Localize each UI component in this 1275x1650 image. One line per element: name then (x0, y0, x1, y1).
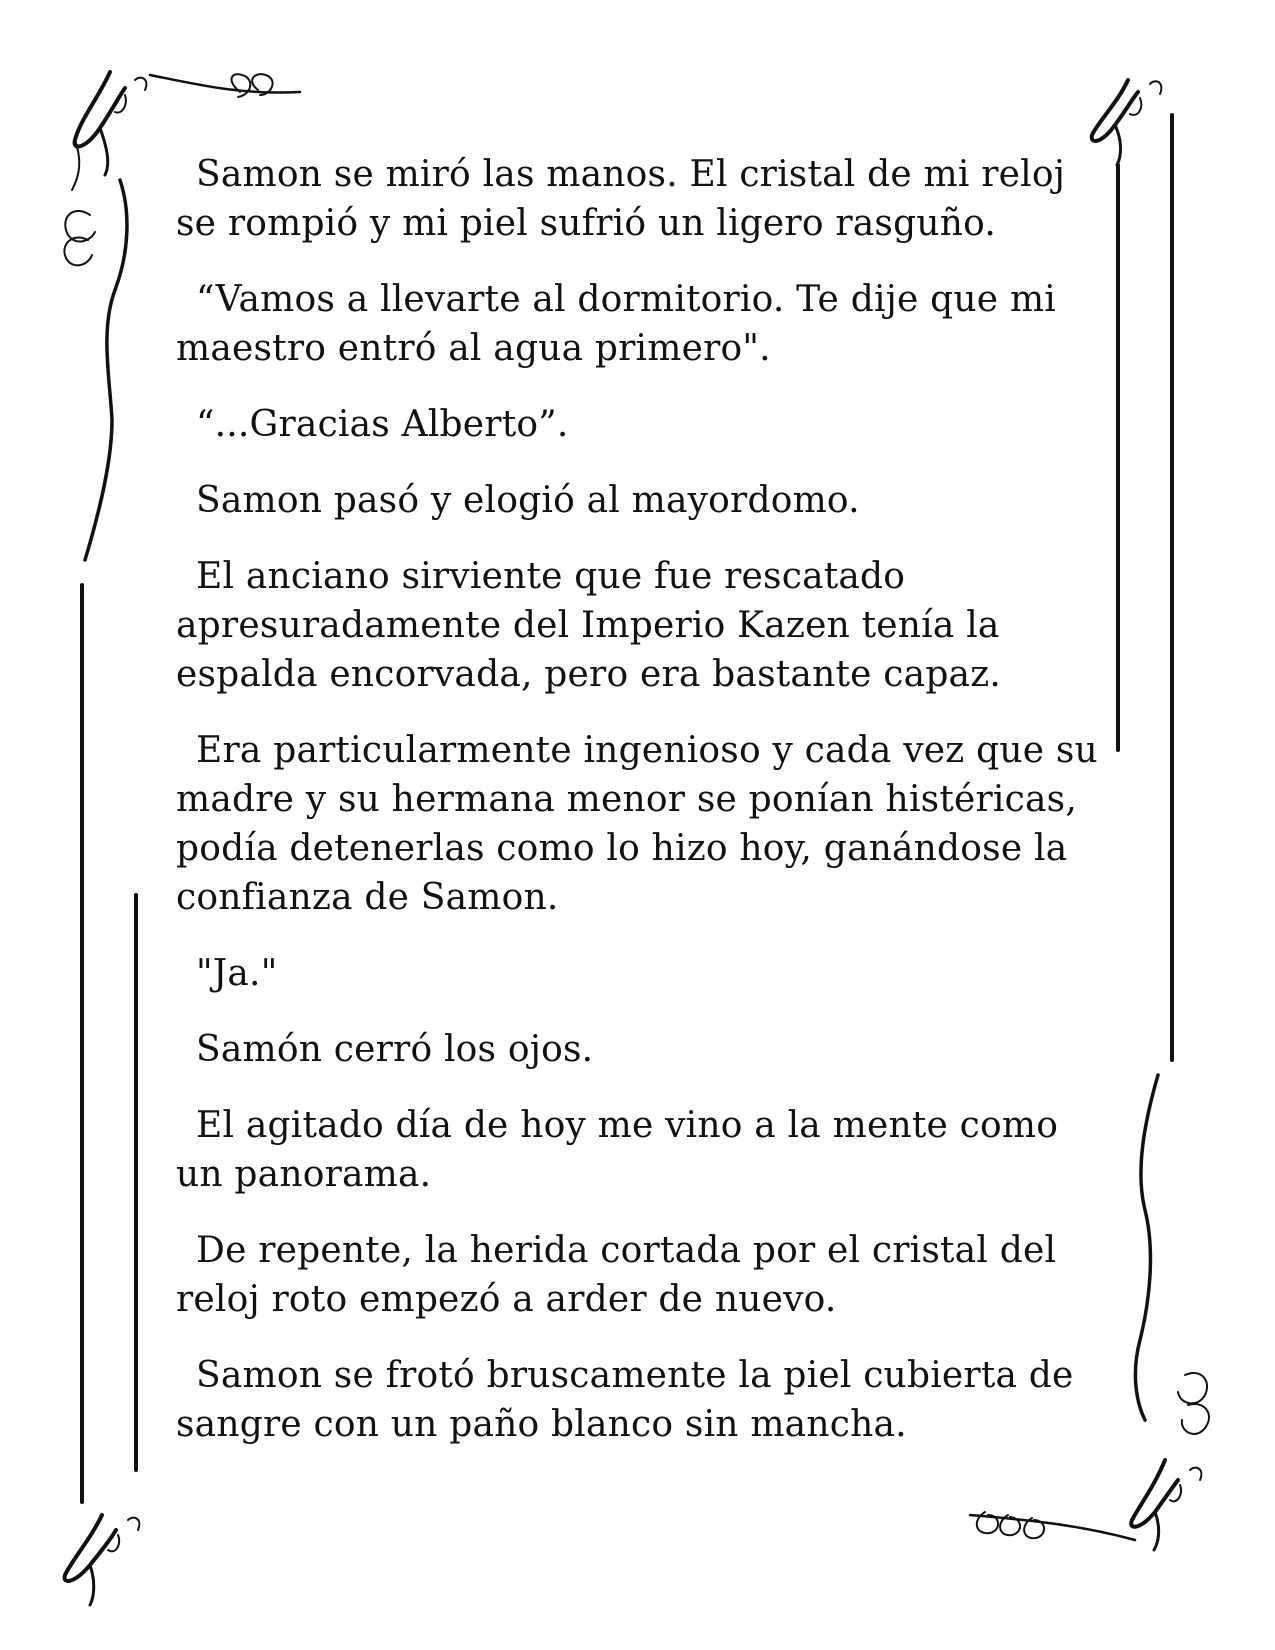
bottom-left-flourish (65, 1515, 140, 1605)
paragraph: El agitado día de hoy me vino a la mente como un panorama. (176, 1105, 1059, 1195)
paragraph: "Ja." (196, 953, 278, 994)
paragraph: Samón cerró los ojos. (196, 1029, 594, 1070)
paragraph: De repente, la herida cortada por el cristal del reloj roto empezó a arder de nuevo. (176, 1230, 1057, 1320)
paragraph: El anciano sirviente que fue rescatado apresuradamente del Imperio Kazen tenía la espalda encorvada, pero era bastante capaz. (176, 556, 1002, 695)
paragraph: Samon pasó y elogió al mayordomo. (196, 480, 860, 521)
paragraph: “Vamos a llevarte al dormitorio. Te dije que mi maestro entró al agua primero". (176, 279, 1057, 369)
paragraph: Era particularmente ingenioso y cada vez que su madre y su hermana menor se ponían histéricas, podía detenerlas como lo hizo hoy, ganándose la confianza de Samon. (176, 730, 1098, 918)
story-text (176, 150, 1106, 1476)
paragraph: “...Gracias Alberto”. (196, 404, 569, 445)
paragraph: Samon se frotó bruscamente la piel cubierta de sangre con un paño blanco sin mancha. (176, 1355, 1074, 1445)
paragraph: Samon se miró las manos. El cristal de mi reloj se rompió y mi piel sufrió un ligero rasguño. (176, 154, 1066, 244)
